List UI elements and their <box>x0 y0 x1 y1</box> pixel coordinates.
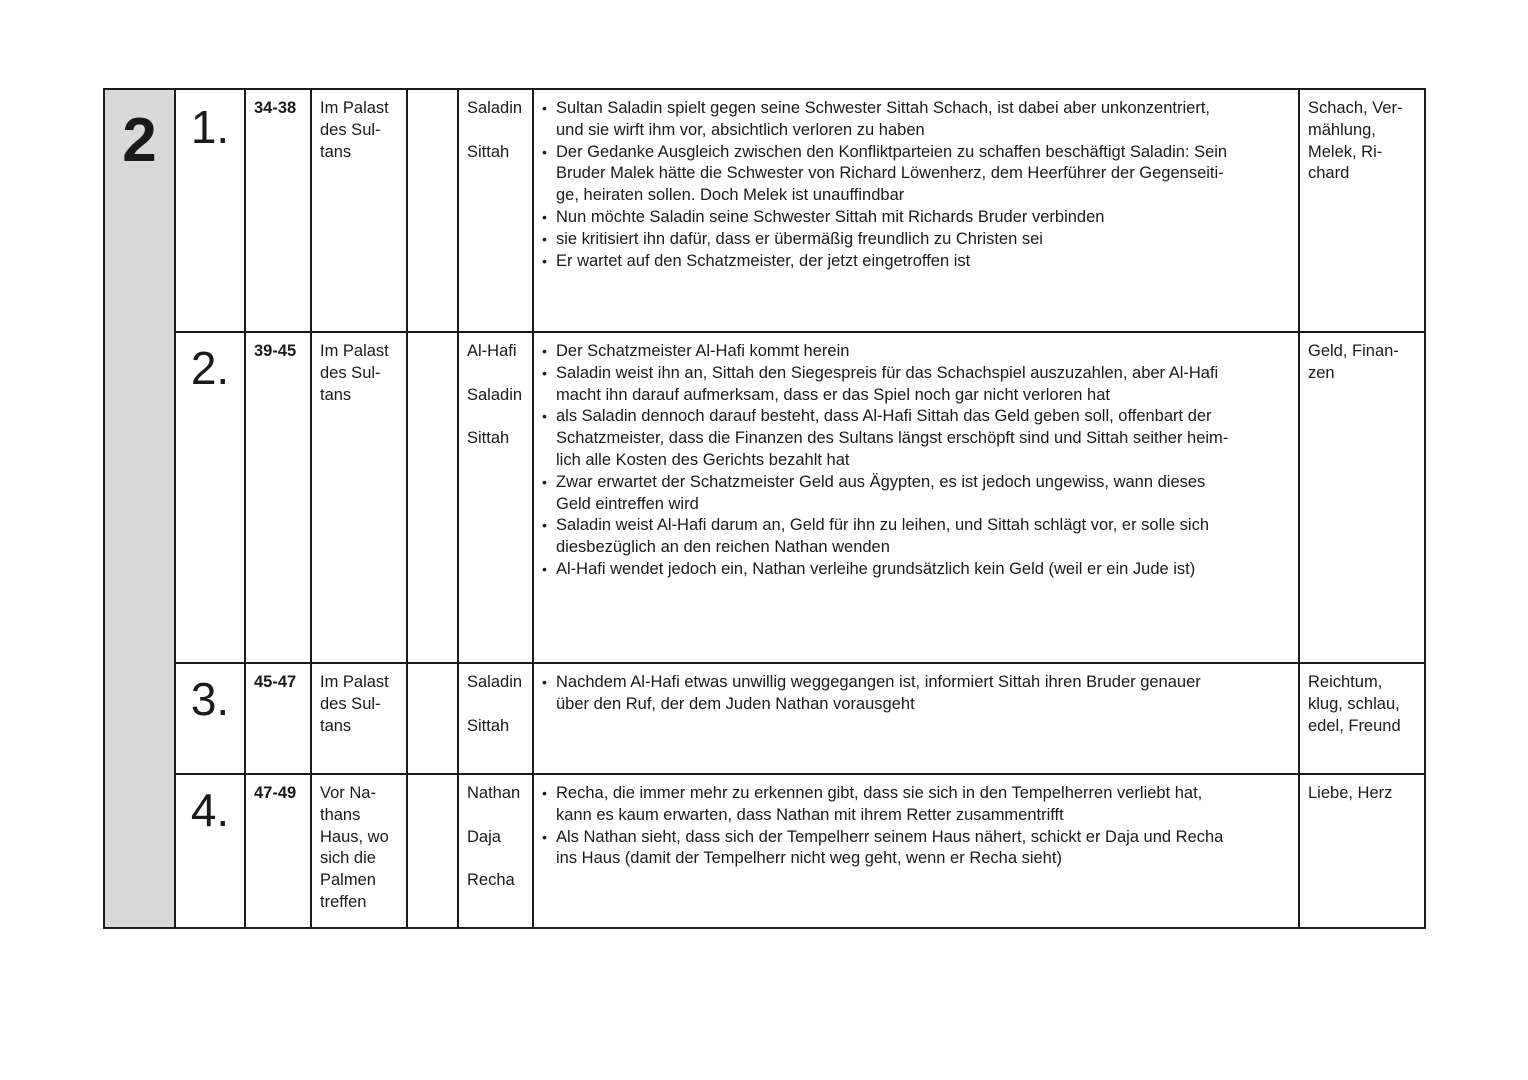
place-line: Vor Na- <box>320 784 376 802</box>
page-range: 34-38 <box>245 89 311 332</box>
content-line: • Er wartet auf den Schatzmeister, der jetzt eingetroffen ist <box>556 251 971 270</box>
place-line: thans <box>320 805 361 824</box>
scene-content <box>533 774 1299 928</box>
scene-characters <box>458 89 533 332</box>
scene-keywords <box>1299 89 1425 332</box>
content-line: • Der Schatzmeister Al-Hafi kommt herein <box>556 342 850 360</box>
content-line: • Saladin weist ihn an, Sittah den Siegespreis für das Schachspiel auszuzahlen, aber Al-Hafi <box>556 363 1219 382</box>
content-bullet <box>542 783 1286 827</box>
scene-characters <box>458 332 533 663</box>
content-line: diesbezüglich an den reichen Nathan wenden <box>556 538 890 557</box>
keyword-line: Reichtum, <box>1308 673 1383 691</box>
scene-content <box>533 332 1299 663</box>
keyword-line: Liebe, Herz <box>1308 784 1393 802</box>
content-line: Bruder Malek hätte die Schwester von Richard Löwenherz, dem Heerführer der Gegenseiti- <box>556 164 1224 183</box>
scene-place <box>311 332 407 663</box>
place-line: sich die <box>320 849 376 868</box>
keyword-line: mählung, <box>1308 120 1376 139</box>
table-row <box>104 332 1425 663</box>
content-bullet <box>542 515 1286 559</box>
content-list <box>542 783 1286 870</box>
place-line: des Sul- <box>320 694 381 713</box>
character-name: Sittah <box>467 716 510 735</box>
content-bullet <box>542 672 1286 716</box>
scene-place <box>311 89 407 332</box>
content-line: • als Saladin dennoch darauf besteht, dass Al-Hafi Sittah das Geld geben soll, offenbart der <box>556 407 1212 426</box>
content-line: • Als Nathan sieht, dass sich der Tempelherr seinem Haus nähert, schickt er Daja und Recha <box>556 827 1224 846</box>
content-line: • Zwar erwartet der Schatzmeister Geld aus Ägypten, es ist jedoch ungewiss, wann dieses <box>556 472 1206 491</box>
content-line: • sie kritisiert ihn dafür, dass er übermäßig freundlich zu Christen sei <box>556 229 1043 248</box>
content-line: kann es kaum erwarten, dass Nathan mit ihrem Retter zusammentrifft <box>556 805 1064 824</box>
act-cell <box>104 89 175 928</box>
table-row <box>104 89 1425 332</box>
place-line: tans <box>320 142 352 161</box>
scene-keywords <box>1299 663 1425 774</box>
content-bullet <box>542 142 1286 207</box>
empty-cell <box>407 89 458 332</box>
content-line: ins Haus (damit der Tempelherr nicht weg geht, wenn er Recha sieht) <box>556 849 1062 868</box>
content-list <box>542 98 1286 272</box>
content-bullet <box>542 363 1286 407</box>
character-name: Saladin <box>467 99 523 117</box>
keyword-line: Geld, Finan- <box>1308 342 1399 360</box>
scene-number-cell <box>175 332 245 663</box>
character-name: Saladin <box>467 385 523 404</box>
content-line: • Recha, die immer mehr zu erkennen gibt, dass sie sich in den Tempelherren verliebt hat, <box>556 784 1203 802</box>
scene-place <box>311 774 407 928</box>
content-bullet <box>542 559 1286 581</box>
scene-number: 4. <box>190 784 230 836</box>
scene-content <box>533 663 1299 774</box>
act-number: 2 <box>122 106 157 175</box>
content-bullet <box>542 251 1286 273</box>
page-range: 45-47 <box>245 663 311 774</box>
place-line: Im Palast <box>320 99 389 117</box>
place-line: Palmen <box>320 871 376 890</box>
place-line: treffen <box>320 892 367 911</box>
content-line: macht ihn darauf aufmerksam, dass er das Spiel noch gar nicht verloren hat <box>556 385 1110 404</box>
scene-number-cell <box>175 663 245 774</box>
content-bullet <box>542 229 1286 251</box>
scene-content <box>533 89 1299 332</box>
content-bullet <box>542 98 1286 142</box>
scene-keywords <box>1299 332 1425 663</box>
place-line: des Sul- <box>320 120 381 139</box>
empty-cell <box>407 332 458 663</box>
place-line: Im Palast <box>320 673 389 691</box>
keyword-line: zen <box>1308 363 1335 382</box>
scene-characters <box>458 774 533 928</box>
scene-keywords <box>1299 774 1425 928</box>
content-line: • Nun möchte Saladin seine Schwester Sittah mit Richards Bruder verbinden <box>556 207 1105 226</box>
page-range: 47-49 <box>245 774 311 928</box>
character-name: Recha <box>467 871 515 890</box>
empty-cell <box>407 663 458 774</box>
character-name: Sittah <box>467 429 510 448</box>
content-line: Geld eintreffen wird <box>556 494 699 513</box>
scene-number: 2. <box>190 342 230 394</box>
content-line: und sie wirft ihm vor, absichtlich verloren zu haben <box>556 120 925 139</box>
content-line: • Nachdem Al-Hafi etwas unwillig weggegangen ist, informiert Sittah ihren Bruder genauer <box>556 673 1201 691</box>
scene-number: 1. <box>190 101 230 153</box>
character-name: Daja <box>467 827 501 846</box>
keyword-line: edel, Freund <box>1308 716 1401 735</box>
scene-characters <box>458 663 533 774</box>
place-line: des Sul- <box>320 363 381 382</box>
content-line: • Der Gedanke Ausgleich zwischen den Konfliktparteien zu schaffen beschäftigt Saladin: Sein <box>556 142 1228 161</box>
keyword-line: Melek, Ri- <box>1308 142 1383 161</box>
content-line: Schatzmeister, dass die Finanzen des Sultans längst erschöpft sind und Sittah seither heim- <box>556 429 1229 448</box>
place-line: tans <box>320 385 352 404</box>
content-line: • Al-Hafi wendet jedoch ein, Nathan verleihe grundsätzlich kein Geld (weil er ein Jude ist) <box>556 559 1196 578</box>
content-bullet <box>542 472 1286 516</box>
content-list <box>542 341 1286 581</box>
page-range: 39-45 <box>245 332 311 663</box>
content-line: • Saladin weist Al-Hafi darum an, Geld für ihn zu leihen, und Sittah schlägt vor, er solle sich <box>556 516 1210 535</box>
keyword-line: chard <box>1308 164 1350 183</box>
empty-cell <box>407 774 458 928</box>
table-row <box>104 663 1425 774</box>
scene-number-cell <box>175 89 245 332</box>
place-line: Haus, wo <box>320 827 389 846</box>
content-line: • Sultan Saladin spielt gegen seine Schwester Sittah Schach, ist dabei aber unkonzentriert, <box>556 99 1210 117</box>
content-bullet <box>542 406 1286 471</box>
table-row <box>104 774 1425 928</box>
character-name: Saladin <box>467 673 523 691</box>
character-name: Al-Hafi <box>467 342 517 360</box>
content-line: über den Ruf, der dem Juden Nathan vorausgeht <box>556 694 915 713</box>
keyword-line: klug, schlau, <box>1308 694 1400 713</box>
scene-place <box>311 663 407 774</box>
content-bullet <box>542 341 1286 363</box>
keyword-line: Schach, Ver- <box>1308 99 1403 117</box>
character-name: Sittah <box>467 142 510 161</box>
scene-number: 3. <box>190 673 230 725</box>
place-line: Im Palast <box>320 342 389 360</box>
scene-overview-table <box>103 88 1426 929</box>
content-bullet <box>542 207 1286 229</box>
content-line: lich alle Kosten des Gerichts bezahlt hat <box>556 450 850 469</box>
content-list <box>542 672 1286 716</box>
content-bullet <box>542 827 1286 871</box>
scene-number-cell <box>175 774 245 928</box>
character-name: Nathan <box>467 784 521 802</box>
content-line: ge, heiraten sollen. Doch Melek ist unauffindbar <box>556 186 905 205</box>
place-line: tans <box>320 716 352 735</box>
